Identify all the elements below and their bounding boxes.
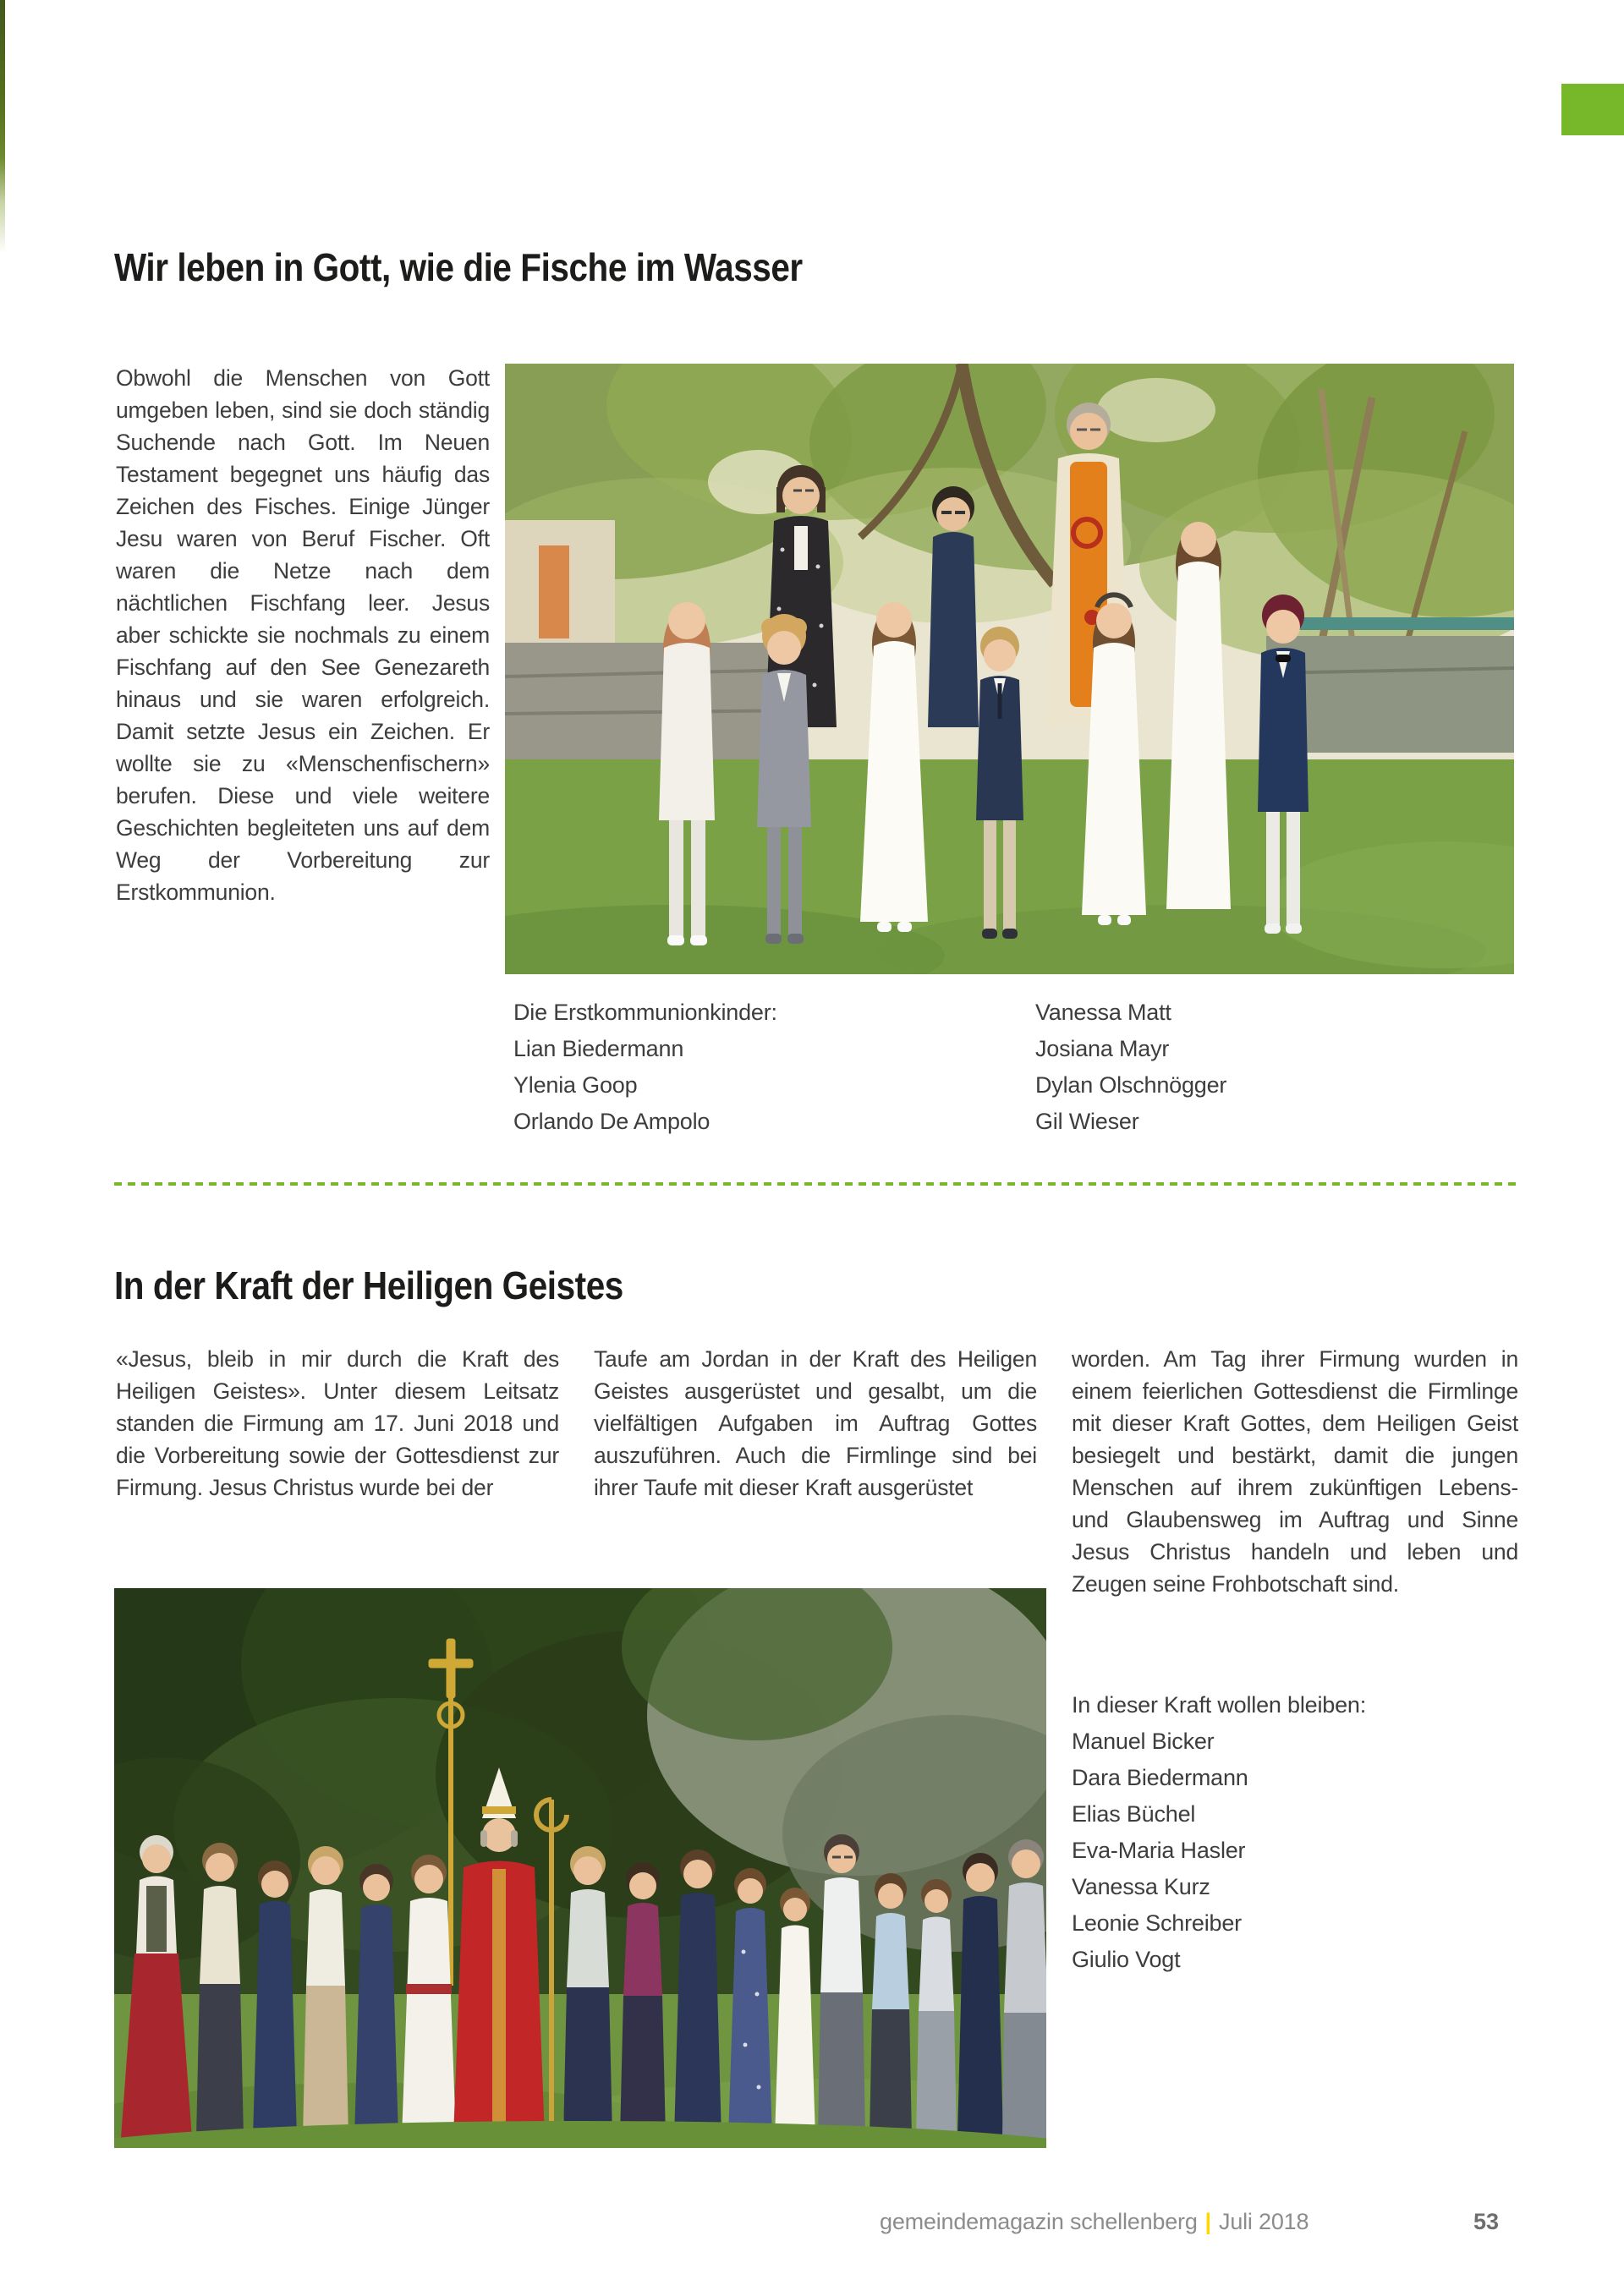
photo1-caption-left (513, 995, 777, 1140)
article2-column3: worden. Am Tag ihrer Firmung wurden in einem feierlichen Gottesdienst die Firmlinge mit dieser Kraft Gottes, dem Heiligen Geist besiegelt und bestärkt, damit die jungen Menschen auf ihrem zukünftigen Lebens- und Glaubensweg im Auftrag und Sinne Jesus Christus handeln und leben und Zeugen seine Frohbotschaft sind. (1072, 1346, 1518, 1597)
confirmand-name: Giulio Vogt (1072, 1947, 1181, 1972)
confirmand-name: Eva-Maria Hasler (1072, 1838, 1246, 1863)
caption-intro: Die Erstkommunionkinder: (513, 1000, 777, 1025)
caption-name: Josiana Mayr (1035, 1036, 1170, 1061)
article2-column2: Taufe am Jordan in der Kraft des Heiligen Geistes ausgerüstet und gesalbt, um die vielfältigen Aufgaben im Auftrag Gottes auszuführen. Auch die Firmlinge sind bei ihrer Taufe mit dieser Kraft ausgerüstet (594, 1346, 1037, 1500)
confirmation-names-list (1072, 1687, 1366, 1978)
caption-name: Gil Wieser (1035, 1109, 1139, 1134)
communion-group-photo (505, 364, 1514, 974)
confirmand-name: Vanessa Kurz (1072, 1874, 1210, 1899)
confirmand-name: Leonie Schreiber (1072, 1910, 1242, 1936)
footer-issue: Juli 2018 (1219, 2209, 1309, 2234)
article2-title: In der Kraft der Heiligen Geistes (114, 1263, 623, 1307)
confirmand-name: Manuel Bicker (1072, 1729, 1215, 1754)
confirmation-group-photo (114, 1588, 1046, 2148)
confirmand-name: Dara Biedermann (1072, 1765, 1248, 1790)
photo1-caption-right (1035, 995, 1226, 1140)
communion-photo-illustration (505, 364, 1514, 974)
corner-accent-square (1561, 84, 1624, 135)
article1-body: Obwohl die Menschen von Gott umgeben leben, sind sie doch ständig Suchende nach Gott. Im Neuen Testament begegnet uns häufig das Zeichen des Fisches. Einige Jünger Jesu waren von Beruf Fischer. Oft waren die Netze nach dem nächtlichen Fischfang leer. Jesus aber schickte sie nochmals zu einem Fischfang auf den See Genezareth hinaus und sie waren erfolgreich. Damit setzte Jesus ein Zeichen. Er wollte sie zu «Menschenfischern» berufen. Diese und viele weitere Geschichten begleiteten uns auf dem Weg der Vorbereitung zur Erstkommunion. (116, 365, 490, 905)
article1-title: Wir leben in Gott, wie die Fische im Wasser (114, 245, 803, 289)
article2-column1: «Jesus, bleib in mir durch die Kraft des Heiligen Geistes». Unter diesem Leitsatz standen die Firmung am 17. Juni 2018 und die Vorbereitung sowie der Gottesdienst zur Firmung. Jesus Christus wurde bei der (116, 1346, 559, 1500)
footer (880, 2209, 1309, 2235)
footer-separator: | (1204, 2209, 1212, 2234)
names-list-intro: In dieser Kraft wollen bleiben: (1072, 1692, 1367, 1718)
caption-name: Lian Biedermann (513, 1036, 684, 1061)
caption-name: Ylenia Goop (513, 1072, 638, 1098)
caption-name: Orlando De Ampolo (513, 1109, 710, 1134)
confirmand-name: Elias Büchel (1072, 1801, 1196, 1827)
caption-name: Vanessa Matt (1035, 1000, 1171, 1025)
page-number: 53 (1473, 2209, 1500, 2234)
page-edge-image-sliver (0, 0, 5, 254)
dashed-divider (114, 1182, 1520, 1186)
confirmation-photo-illustration (114, 1588, 1046, 2148)
caption-name: Dylan Olschnögger (1035, 1072, 1227, 1098)
footer-magazine-name: gemeindemagazin schellenberg (880, 2209, 1198, 2234)
